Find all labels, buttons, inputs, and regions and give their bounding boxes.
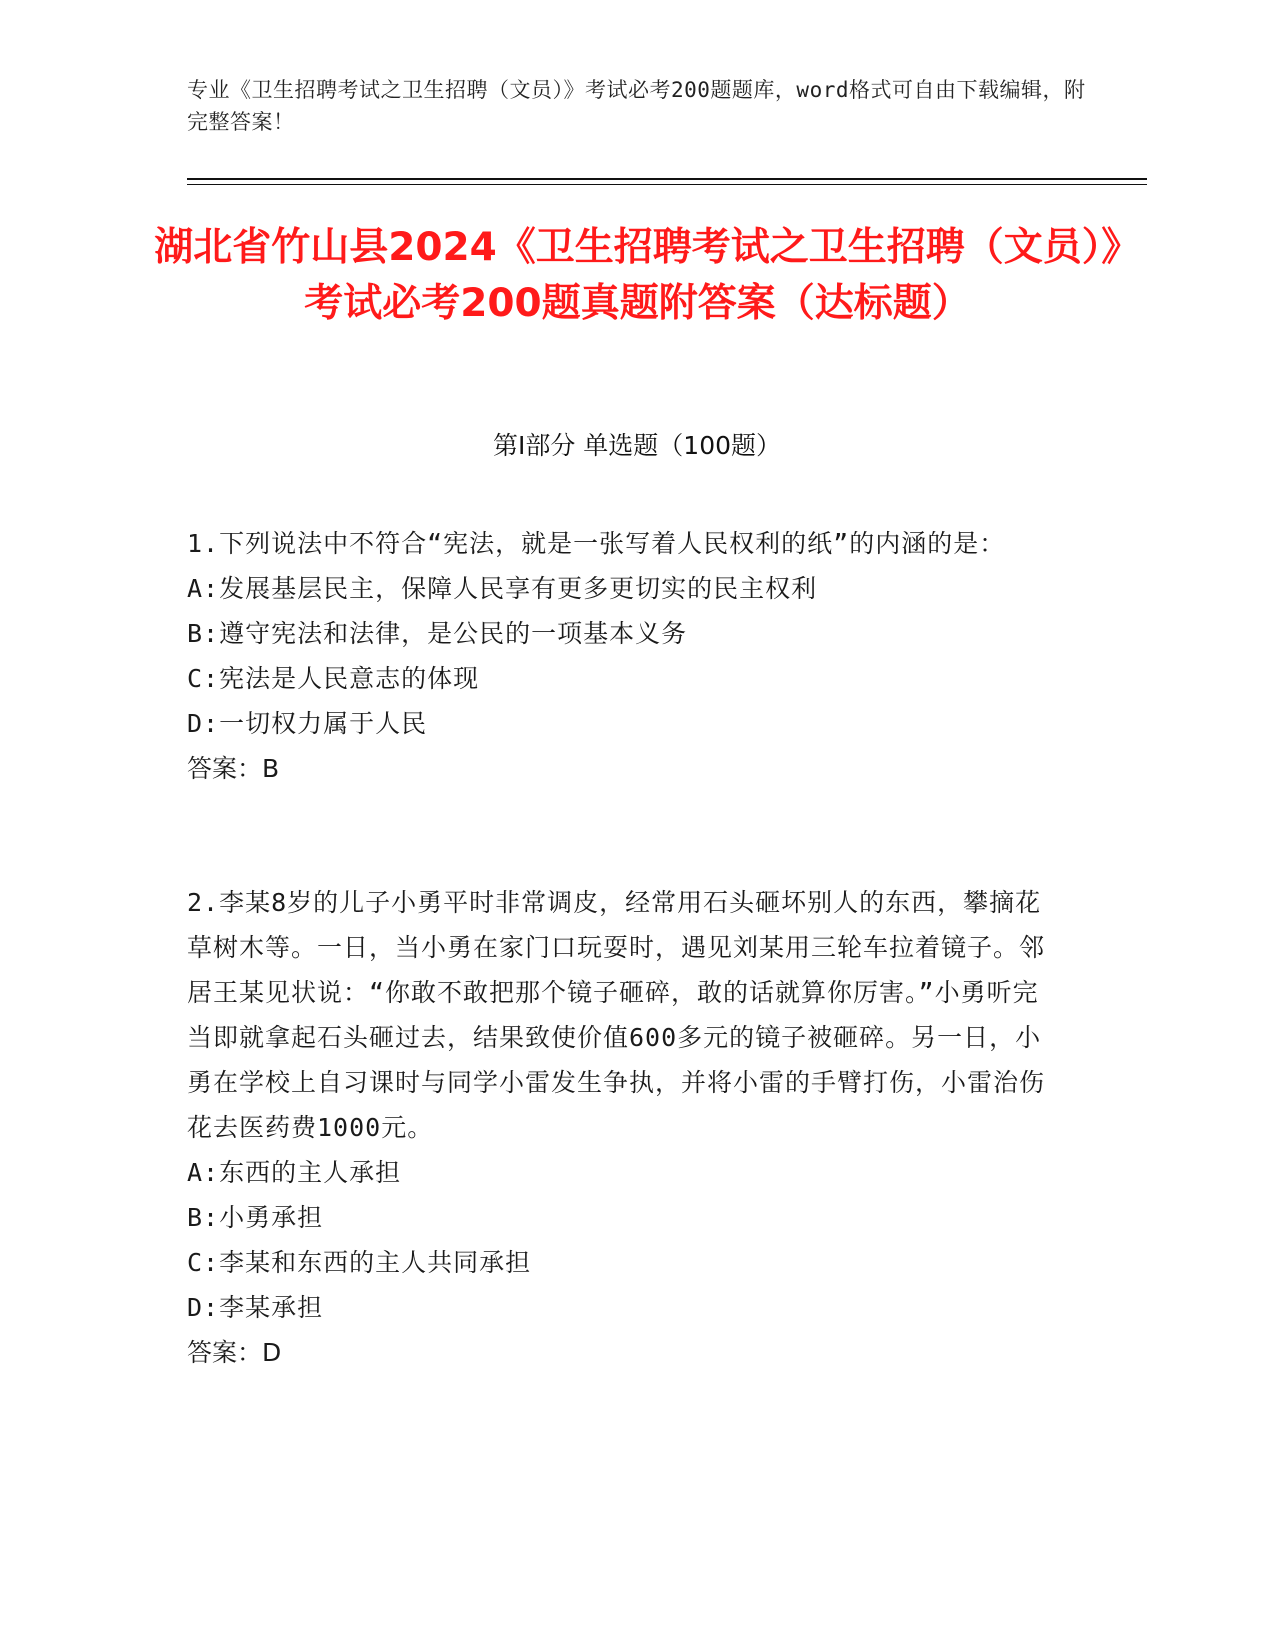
question-2 (187, 880, 1057, 1375)
document-title: 湖北省竹山县2024《卫生招聘考试之卫生招聘（文员）》考试必考200题真题附答案（达标题） (154, 225, 1121, 326)
question-stem: 1.下列说法中不符合“宪法，就是一张写着人民权利的纸”的内涵的是： (187, 529, 1006, 558)
option-b: B:遵守宪法和法律，是公民的一项基本义务 (187, 619, 688, 648)
option-d: D:李某承担 (187, 1293, 324, 1322)
answer-line: 答案：D (187, 1338, 282, 1367)
option-b: B:小勇承担 (187, 1203, 324, 1232)
section-title: 第Ⅰ部分 单选题（100题） (492, 431, 782, 460)
option-d: D:一切权力属于人民 (187, 709, 428, 738)
option-c: C:李某和东西的主人共同承担 (187, 1248, 532, 1277)
header-divider (187, 178, 1147, 180)
question-1 (187, 521, 1057, 791)
question-stem: 2.李某8岁的儿子小勇平时非常调皮，经常用石头砸坏别人的东西，攀摘花草树木等。一日，当小勇在家门口玩耍时，遇见刘某用三轮车拉着镜子。邻居王某见状说：“你敢不敢把那个镜子砸碎，敢的话就算你厉害。”小勇听完当即就拿起石头砸过去，结果致使价值600多元的镜子被砸碎。另一日，小勇在学校上自习课时与同学小雷发生争执，并将小雷的手臂打伤，小雷治伤花去医药费1000元。 (187, 888, 1046, 1142)
option-a: A:发展基层民主，保障人民享有更多更切实的民主权利 (187, 574, 818, 603)
option-c: C:宪法是人民意志的体现 (187, 664, 480, 693)
header-divider-thin (187, 184, 1147, 185)
answer-line: 答案：B (187, 754, 280, 783)
option-a: A:东西的主人承担 (187, 1158, 402, 1187)
header-note: 专业《卫生招聘考试之卫生招聘（文员）》考试必考200题题库，word格式可自由下载编辑，附完整答案！ (187, 78, 1086, 134)
